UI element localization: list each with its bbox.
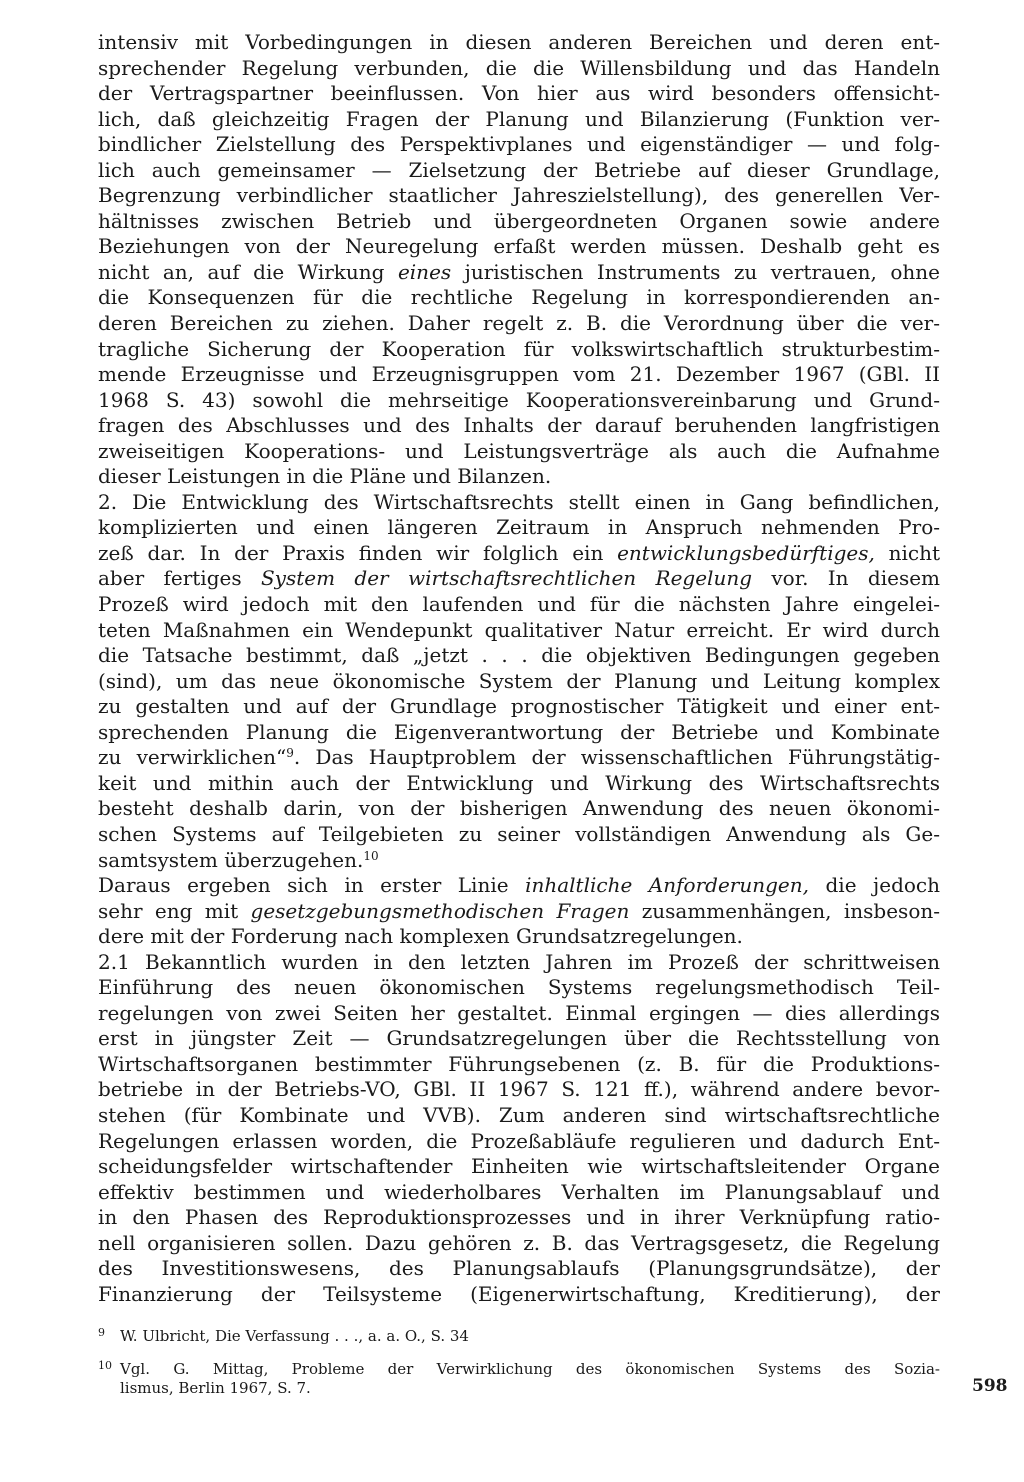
text-line: Wirtschaftsorganen bestimmter Führungsebenen (z. B. für die Produktions-: [98, 1051, 940, 1076]
text-line: komplizierten und einen längeren Zeitraum in Anspruch nehmenden Pro-: [98, 515, 940, 540]
text-line: bindlicher Zielstellung des Perspektivplanes und eigenständiger — und folg-: [98, 132, 940, 157]
text-line: zeß dar. In der Praxis finden wir folglich ein entwicklungsbedürftiges, nicht: [98, 540, 940, 565]
text-line: die Tatsache bestimmt, daß „jetzt . . . die objektiven Bedingungen gegeben: [98, 643, 940, 668]
text-line: Beziehungen von der Neuregelung erfaßt werden müssen. Deshalb geht es: [98, 234, 940, 259]
text-line: lich, daß gleichzeitig Fragen der Planung und Bilanzierung (Funktion ver-: [98, 106, 940, 131]
text-line: erst in jüngster Zeit — Grundsatzregelungen über die Rechtsstellung von: [98, 1026, 940, 1051]
text-line: Finanzierung der Teilsysteme (Eigenerwirtschaftung, Kreditierung), der: [98, 1281, 940, 1306]
emphasis: inhaltliche Anforderungen,: [525, 873, 809, 898]
text-line: in den Phasen des Reproduktionsprozesses und in ihrer Verknüpfung ratio-: [98, 1205, 940, 1230]
footnote-ref: 9: [286, 746, 294, 761]
page-body: [98, 30, 940, 1307]
text-line: regelungen von zwei Seiten her gestaltet. Einmal ergingen — dies allerdings: [98, 1000, 940, 1025]
text-line: teten Maßnahmen ein Wendepunkt qualitativer Natur erreicht. Er wird durch: [98, 617, 940, 642]
text-line: zweiseitigen Kooperations- und Leistungsverträge als auch die Aufnahme: [98, 438, 940, 463]
text-line: deren Bereichen zu ziehen. Daher regelt z. B. die Verordnung über die ver-: [98, 311, 940, 336]
text-line: die Konsequenzen für die rechtliche Regelung in korrespondierenden an-: [98, 285, 940, 310]
footnote-text: Vgl. G. Mittag, Probleme der Verwirklichung des ökonomischen Systems des Sozia-: [120, 1360, 940, 1378]
text-line: sprechenden Planung die Eigenverantwortung der Betriebe und Kombinate: [98, 719, 940, 744]
footnote-text: W. Ulbricht, Die Verfassung . . ., a. a. O., S. 34: [120, 1327, 469, 1345]
text-line: besteht deshalb darin, von der bisherigen Anwendung des neuen ökonomi-: [98, 796, 940, 821]
text-line: stehen (für Kombinate und VVB). Zum anderen sind wirtschaftsrechtliche: [98, 1102, 940, 1127]
footnote-text: lismus, Berlin 1967, S. 7.: [120, 1379, 311, 1397]
text-line: nicht an, auf die Wirkung eines juristischen Instruments zu vertrauen, ohne: [98, 259, 940, 284]
text-line: betriebe in der Betriebs-VO, GBl. II 1967 S. 121 ff.), während andere bevor-: [98, 1077, 940, 1102]
text-line: samtsystem überzugehen.$^{10}$: [98, 847, 379, 872]
footnote-mark: 10: [98, 1359, 112, 1372]
page-number: 598: [972, 1376, 1008, 1396]
footnote-9: [98, 1322, 948, 1347]
footnote-10: [98, 1355, 948, 1380]
text-line: Begrenzung verbindlicher staatlicher Jahreszielstellung), des generellen Ver-: [98, 183, 940, 208]
footnote-10-continuation: [98, 1378, 948, 1399]
text-line: nell organisieren sollen. Dazu gehören z. B. das Vertragsgesetz, die Regelung: [98, 1230, 940, 1255]
text-line: schen Systems auf Teilgebieten zu seiner vollständigen Anwendung als Ge-: [98, 821, 940, 846]
text-line: dieser Leistungen in die Pläne und Bilanzen.: [98, 464, 552, 489]
text-line: 1968 S. 43) sowohl die mehrseitige Kooperationsvereinbarung und Grund-: [98, 387, 940, 412]
text-line: keit und mithin auch der Entwicklung und Wirkung des Wirtschaftsrechts: [98, 770, 940, 795]
text-line: sehr eng mit gesetzgebungsmethodischen Fragen zusammenhängen, insbeson-: [98, 898, 941, 923]
text-line: dere mit der Forderung nach komplexen Grundsatzregelungen.: [98, 924, 743, 949]
text-line: 2. Die Entwicklung des Wirtschaftsrechts stellt einen in Gang befindlichen,: [98, 489, 940, 514]
footnote-mark: 9: [98, 1326, 105, 1339]
text-line: Einführung des neuen ökonomischen Systems regelungsmethodisch Teil-: [98, 975, 940, 1000]
emphasis: gesetzgebungsmethodischen Fragen: [250, 898, 630, 923]
text-line: tragliche Sicherung der Kooperation für volkswirtschaftlich strukturbestim-: [98, 336, 940, 361]
text-line: zu gestalten und auf der Grundlage prognostischer Tätigkeit und einer ent-: [98, 694, 940, 719]
footnote-ref: 10: [363, 848, 379, 863]
emphasis: eines: [397, 259, 452, 284]
text-line: (sind), um das neue ökonomische System der Planung und Leitung komplex: [98, 668, 940, 693]
text-line: effektiv bestimmen und wiederholbares Verhalten im Planungsablauf und: [98, 1179, 940, 1204]
text-line: Prozeß wird jedoch mit den laufenden und für die nächsten Jahre eingelei-: [98, 592, 940, 617]
text-line: mende Erzeugnisse und Erzeugnisgruppen vom 21. Dezember 1967 (GBl. II: [98, 362, 940, 387]
text-line: hältnisses zwischen Betrieb und übergeordneten Organen sowie andere: [98, 208, 940, 233]
emphasis: System der wirtschaftsrechtlichen Regelung: [260, 566, 753, 591]
text-line: des Investitionswesens, des Planungsablaufs (Planungsgrundsätze), der: [98, 1256, 940, 1281]
text-line: zu verwirklichen“$^9$. Das Hauptproblem der wissenschaftlichen Führungstätig-: [98, 745, 940, 770]
text-line: intensiv mit Vorbedingungen in diesen anderen Bereichen und deren ent-: [98, 30, 940, 54]
text-line: Daraus ergeben sich in erster Linie inhaltliche Anforderungen, die jedoch: [98, 873, 940, 898]
text-line: der Vertragspartner beeinflussen. Von hier aus wird besonders offensicht-: [98, 81, 940, 106]
text-line: 2.1 Bekanntlich wurden in den letzten Jahren im Prozeß der schrittweisen: [98, 949, 940, 974]
text-line: fragen des Abschlusses und des Inhalts der darauf beruhenden langfristigen: [98, 413, 940, 438]
emphasis: entwicklungsbedürftiges,: [617, 540, 875, 565]
text-line: sprechender Regelung verbunden, die die Willensbildung und das Handeln: [98, 55, 940, 80]
text-line: scheidungsfelder wirtschaftender Einheiten wie wirtschaftsleitender Organe: [98, 1154, 940, 1179]
text-line: lich auch gemeinsamer — Zielsetzung der Betriebe auf dieser Grundlage,: [98, 157, 940, 182]
text-line: Regelungen erlassen worden, die Prozeßabläufe regulieren und dadurch Ent-: [98, 1128, 940, 1153]
text-line: aber fertiges System der wirtschaftsrechtlichen Regelung vor. In diesem: [98, 566, 941, 591]
